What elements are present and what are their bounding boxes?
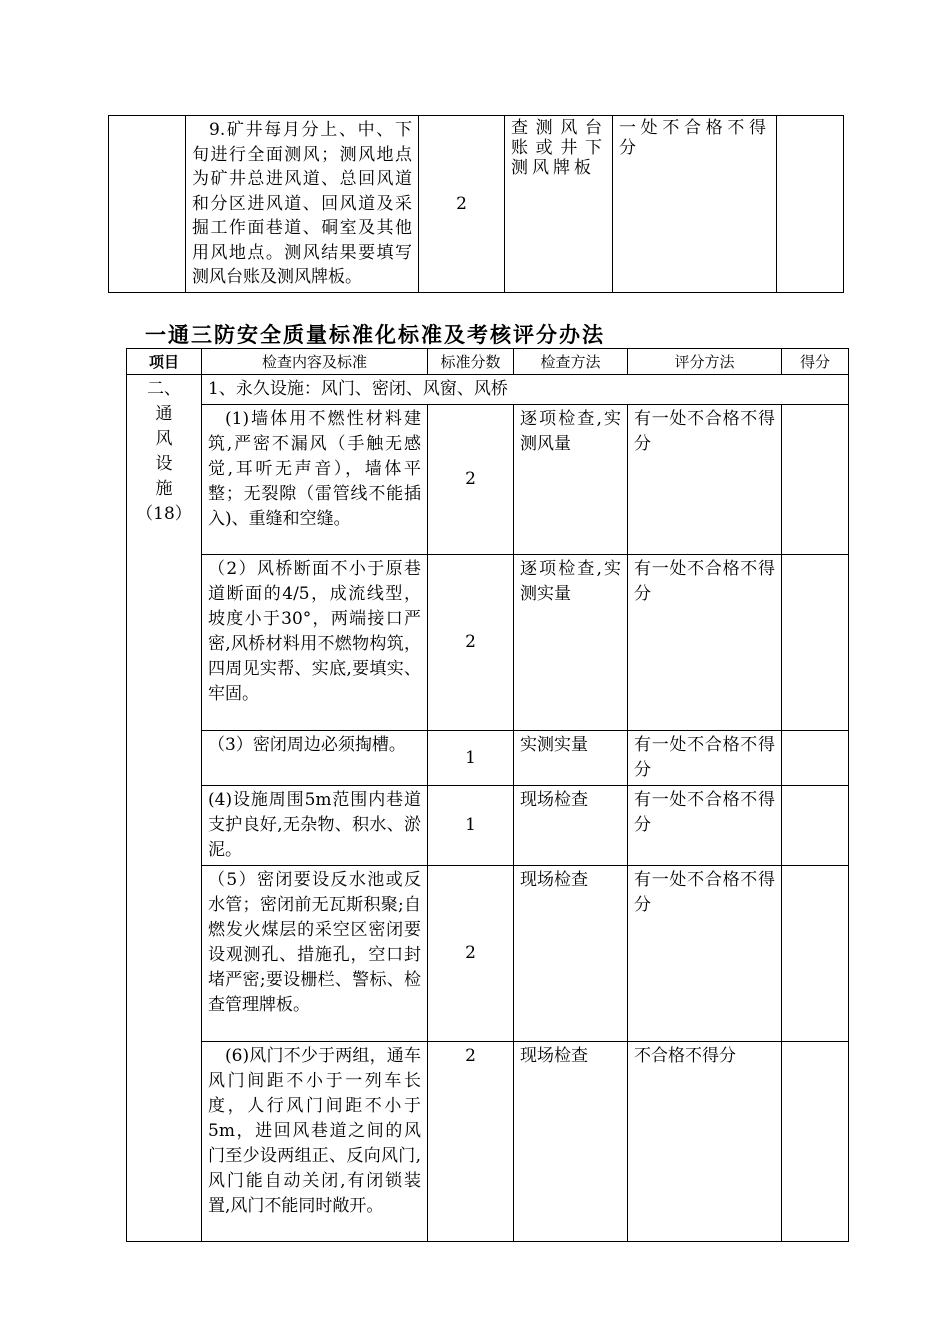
continuation-table <box>108 115 844 293</box>
section-line: （18） <box>136 504 192 524</box>
standard-score-cell: 2 <box>428 555 514 731</box>
scoring-cell: 有一处不合格不得分 <box>628 555 782 731</box>
page-title: 一通三防安全质量标准化标准及考核评分办法 <box>145 323 605 347</box>
header-method: 检查方法 <box>514 349 628 375</box>
section-project-cell <box>127 375 202 1242</box>
section-line: 设 <box>155 454 173 474</box>
standard-score-cell: 2 <box>428 866 514 1042</box>
table-row <box>127 555 849 731</box>
section-line: 二、 <box>147 379 181 399</box>
content-cell: （2）风桥断面不小于原巷道断面的4/5，成流线型，坡度小于30°，两端接口严密,风桥材料用不燃物构筑，四周见实帮、实底,要填实、牢固。 <box>202 555 428 731</box>
section-heading-row <box>127 375 849 405</box>
method-cell: 现场检查 <box>514 786 628 866</box>
scoring-cell: 有一处不合格不得分 <box>628 731 782 786</box>
scoring-cell: 有一处不合格不得分 <box>628 405 782 555</box>
project-cell <box>109 116 186 293</box>
method-cell: 现场检查 <box>514 1042 628 1242</box>
table-row <box>127 731 849 786</box>
method-cell: 逐项检查,实测实量 <box>514 555 628 731</box>
standard-score-cell: 1 <box>428 786 514 866</box>
content-cell: 9.矿井每月分上、中、下旬进行全面测风；测风地点为矿井总进风道、总回风道和分区进风道、回风道及采掘工作面巷道、硐室及其他用风地点。测风结果要填写测风台账及测风牌板。 <box>186 116 419 293</box>
section-line: 施 <box>155 479 173 499</box>
score-cell <box>782 786 849 866</box>
header-row <box>127 349 849 375</box>
content-cell: (1)墙体用不燃性材料建筑,严密不漏风（手触无感觉,耳听无声音），墙体平整；无裂隙（雷管线不能插入)、重缝和空缝。 <box>202 405 428 555</box>
table-row <box>127 866 849 1042</box>
table-row <box>127 405 849 555</box>
section-line: 风 <box>155 429 173 449</box>
method-cell: 现场检查 <box>514 866 628 1042</box>
score-cell <box>782 405 849 555</box>
header-scoring: 评分方法 <box>628 349 782 375</box>
score-cell <box>777 116 844 293</box>
header-standard-score: 标准分数 <box>428 349 514 375</box>
content-cell: （3）密闭周边必须掏槽。 <box>202 731 428 786</box>
table-row <box>109 116 844 293</box>
section-line: 通 <box>155 404 173 424</box>
content-cell: (4)设施周围5m范围内巷道支护良好,无杂物、积水、淤泥。 <box>202 786 428 866</box>
content-cell: (6)风门不少于两组，通车风门间距不小于一列车长度，人行风门间距不小于5m，进回风巷道之间的风门至少设两组正、反向风门,风门能自动关闭,有闭锁装置,风门不能同时敞开。 <box>202 1042 428 1242</box>
method-cell: 查测风台账或井下测风牌板 <box>505 116 613 293</box>
standard-score-cell: 2 <box>428 405 514 555</box>
section-heading: 1、永久设施：风门、密闭、风窗、风桥 <box>202 375 849 405</box>
score-cell <box>782 866 849 1042</box>
header-score: 得分 <box>782 349 849 375</box>
method-cell: 逐项检查,实测风量 <box>514 405 628 555</box>
header-content: 检查内容及标准 <box>202 349 428 375</box>
score-cell <box>782 555 849 731</box>
standard-score-cell: 1 <box>428 731 514 786</box>
scoring-cell: 有一处不合格不得分 <box>628 786 782 866</box>
standard-score-cell: 2 <box>428 1042 514 1242</box>
table-row <box>127 1042 849 1242</box>
score-cell <box>782 1042 849 1242</box>
standards-table <box>126 348 849 1242</box>
standard-score-cell: 2 <box>419 116 505 293</box>
scoring-cell: 不合格不得分 <box>628 1042 782 1242</box>
score-cell <box>782 731 849 786</box>
header-project: 项目 <box>127 349 202 375</box>
method-cell: 实测实量 <box>514 731 628 786</box>
table-row <box>127 786 849 866</box>
scoring-cell: 一处不合格不得分 <box>613 116 777 293</box>
scoring-cell: 有一处不合格不得分 <box>628 866 782 1042</box>
content-cell: （5）密闭要设反水池或反水管；密闭前无瓦斯积聚;自燃发火煤层的采空区密闭要设观测孔、措施孔，空口封堵严密;要设栅栏、警标、检查管理牌板。 <box>202 866 428 1042</box>
